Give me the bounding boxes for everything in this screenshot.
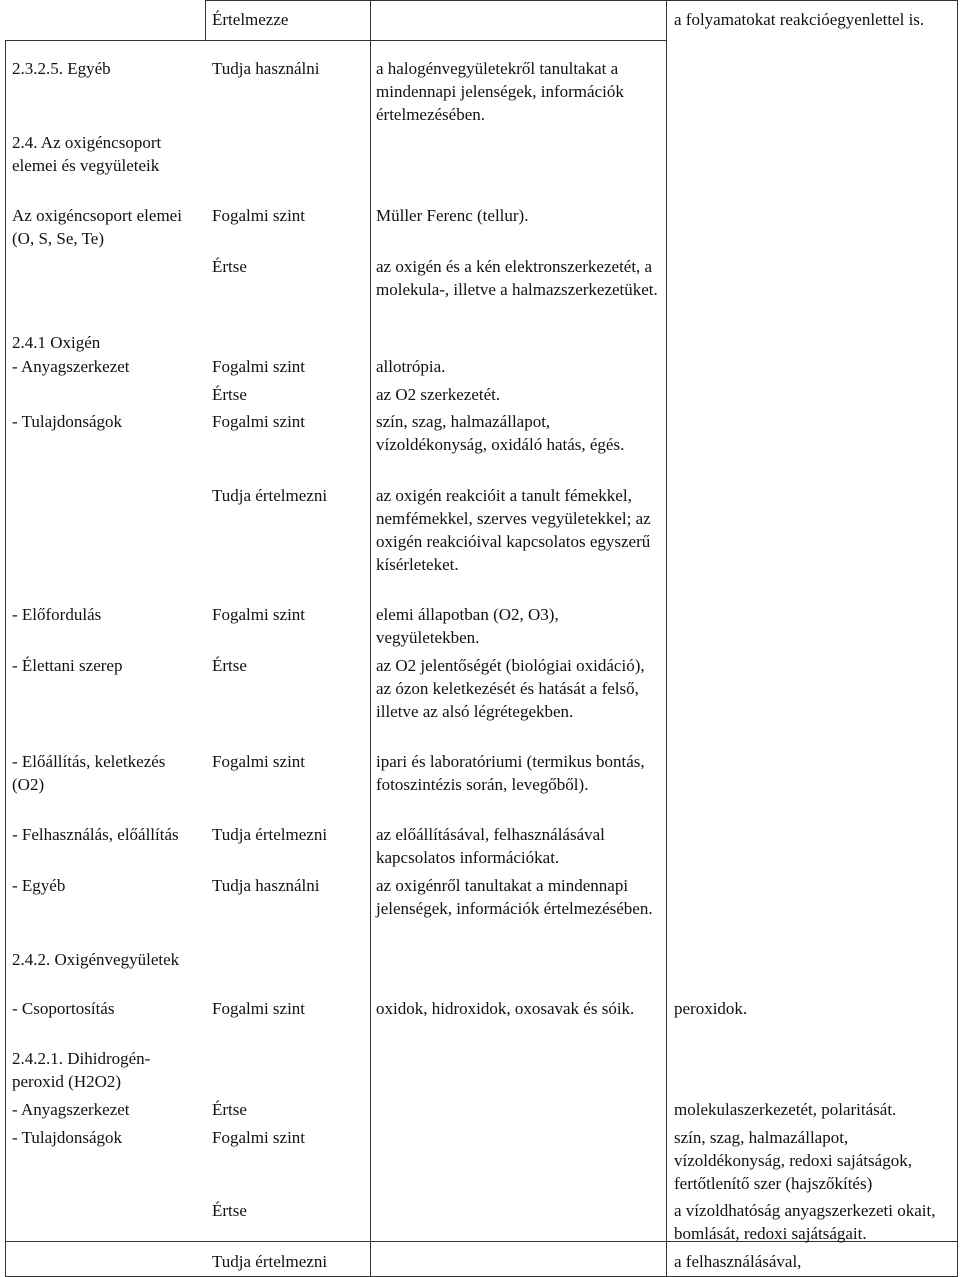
- requirement-cell: elemi állapotban (O2, O3), vegyületekben.: [376, 605, 559, 647]
- level-cell: Fogalmi szint: [212, 357, 306, 376]
- topic-cell: - Előállítás, keletkezés (O2): [12, 752, 166, 794]
- level-cell: Fogalmi szint: [212, 605, 306, 624]
- advanced-cell: a folyamatokat reakcióegyenlettel is.: [674, 10, 925, 29]
- level-cell: Értse: [212, 656, 247, 675]
- requirement-cell: szín, szag, halmazállapot, vízoldékonyság, oxidáló hatás, égés.: [376, 412, 625, 454]
- advanced-cell: a vízoldhatóság anyagszerkezeti okait, bomlását, redoxi sajátságait.: [674, 1201, 936, 1243]
- level-cell: Tudja értelmezni: [212, 1252, 328, 1271]
- row-border-top: [205, 0, 958, 1]
- level-cell: Tudja használni: [212, 876, 320, 895]
- table-border-left: [5, 40, 6, 1277]
- requirement-cell: az oxigénről tanultakat a mindennapi jelenségek, információk értelmezésében.: [376, 876, 653, 918]
- topic-cell: 2.4.1 Oxigén: [12, 333, 101, 352]
- topic-cell: - Előfordulás: [12, 605, 102, 624]
- topic-cell: 2.4.2.1. Dihidrogén-peroxid (H2O2): [12, 1049, 151, 1091]
- topic-cell: - Egyéb: [12, 876, 66, 895]
- column-divider-1: [205, 0, 206, 40]
- level-cell: Értse: [212, 1201, 247, 1220]
- topic-cell: 2.3.2.5. Egyéb: [12, 59, 111, 78]
- level-cell: Tudja értelmezni: [212, 486, 328, 505]
- level-cell: Fogalmi szint: [212, 412, 306, 431]
- topic-cell: - Tulajdonságok: [12, 412, 123, 431]
- level-cell: Értse: [212, 257, 247, 276]
- topic-cell: - Anyagszerkezet: [12, 357, 130, 376]
- topic-cell: - Élettani szerep: [12, 656, 123, 675]
- level-cell: Fogalmi szint: [212, 752, 306, 771]
- level-cell: Értelmezze: [212, 10, 289, 29]
- requirement-cell: az oxigén és a kén elektronszerkezetét, a molekula-, illetve a halmazszerkezetüket.: [376, 257, 658, 299]
- requirement-cell: ipari és laboratóriumi (termikus bontás, fotoszintézis során, levegőből).: [376, 752, 645, 794]
- topic-cell: 2.4.2. Oxigénvegyületek: [12, 950, 180, 969]
- level-cell: Értse: [212, 1100, 247, 1119]
- requirement-cell: az oxigén reakcióit a tanult fémekkel, nemfémekkel, szerves vegyületekkel; az oxigén reakcióival kapcsolatos egyszerű kísérleteket.: [376, 486, 651, 574]
- level-cell: Fogalmi szint: [212, 206, 306, 225]
- requirement-cell: Müller Ferenc (tellur).: [376, 206, 529, 225]
- requirement-cell: az O2 szerkezetét.: [376, 385, 501, 404]
- topic-cell: - Anyagszerkezet: [12, 1100, 130, 1119]
- advanced-cell: a felhasználásával,: [674, 1252, 802, 1271]
- column-divider-2: [370, 0, 371, 1277]
- column-divider-3: [666, 0, 667, 1277]
- requirement-cell: az O2 jelentőségét (biológiai oxidáció), az ózon keletkezését és hatását a felső, illetve az alsó légrétegekben.: [376, 656, 645, 721]
- topic-cell: - Tulajdonságok: [12, 1128, 123, 1147]
- level-cell: Tudja értelmezni: [212, 825, 328, 844]
- requirement-cell: oxidok, hidroxidok, oxosavak és sóik.: [376, 999, 635, 1018]
- level-cell: Tudja használni: [212, 59, 320, 78]
- topic-cell: - Felhasználás, előállítás: [12, 825, 179, 844]
- advanced-cell: peroxidok.: [674, 999, 748, 1018]
- advanced-cell: szín, szag, halmazállapot, vízoldékonyság, redoxi sajátságok, fertőtlenítő szer (hajszőkítés): [674, 1128, 912, 1193]
- topic-cell: - Csoportosítás: [12, 999, 115, 1018]
- topic-cell: 2.4. Az oxigéncsoport elemei és vegyületeik: [12, 133, 162, 175]
- requirement-cell: a halogénvegyületekről tanultakat a mindennapi jelenségek, információk értelmezésében.: [376, 59, 624, 124]
- table-border-right: [957, 0, 958, 1277]
- row-border: [5, 40, 666, 41]
- level-cell: Értse: [212, 385, 247, 404]
- level-cell: Fogalmi szint: [212, 1128, 306, 1147]
- topic-cell: Az oxigéncsoport elemei (O, S, Se, Te): [12, 206, 182, 248]
- advanced-cell: molekulaszerkezetét, polaritását.: [674, 1100, 897, 1119]
- requirement-cell: az előállításával, felhasználásával kapcsolatos információkat.: [376, 825, 605, 867]
- requirement-cell: allotrópia.: [376, 357, 446, 376]
- level-cell: Fogalmi szint: [212, 999, 306, 1018]
